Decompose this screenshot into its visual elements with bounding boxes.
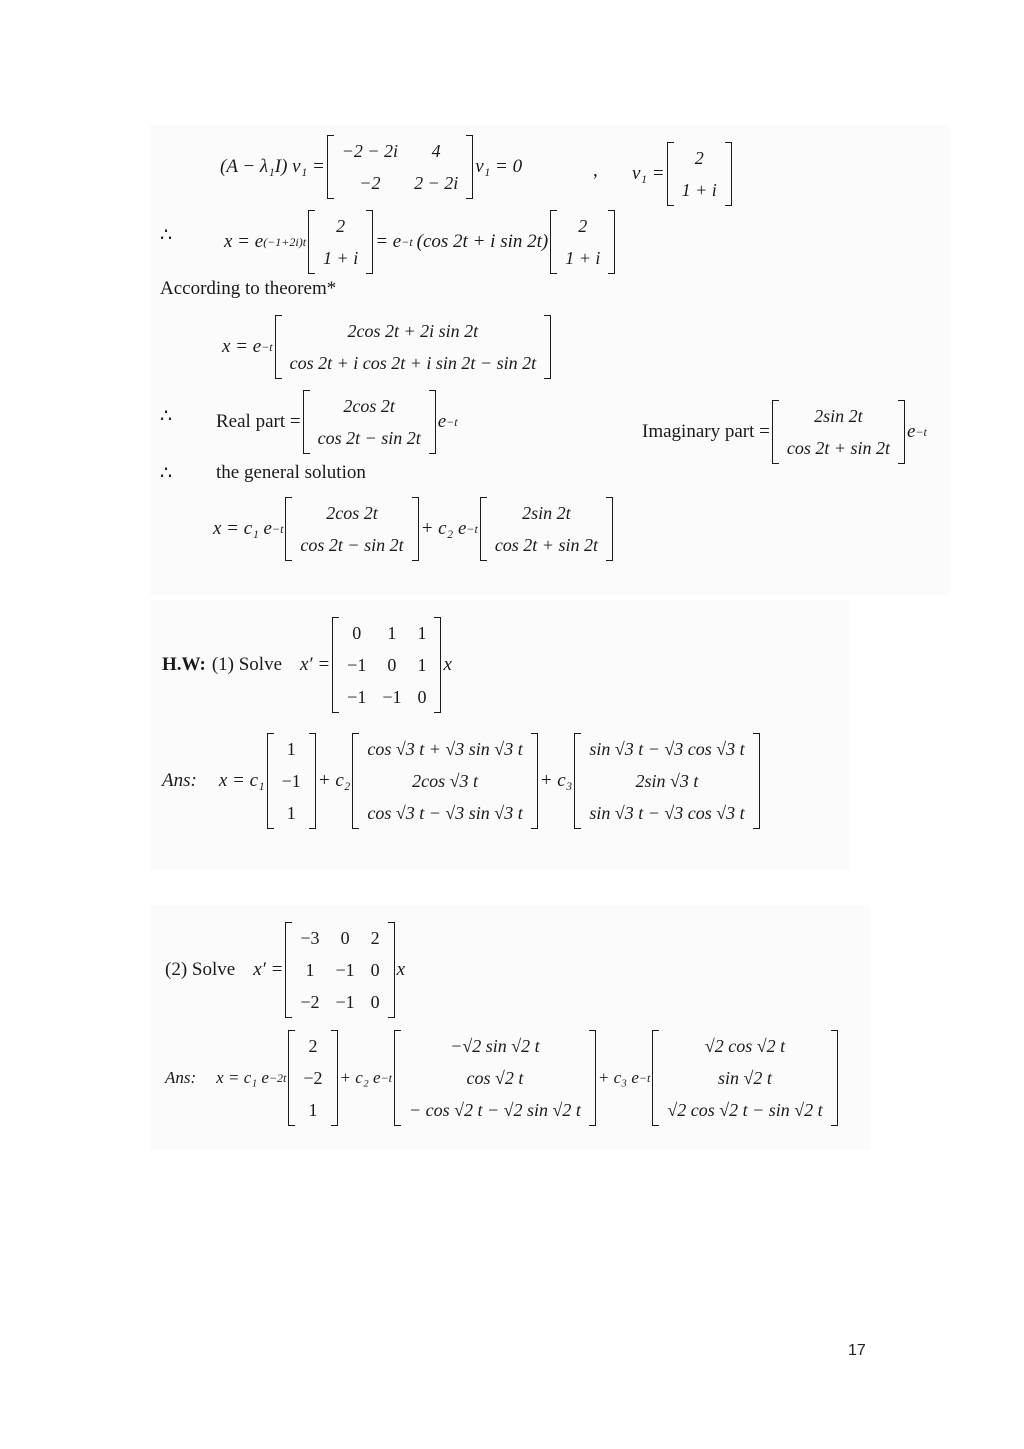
matrix-cell: 0 (370, 992, 380, 1012)
hw2-vector-2 (394, 1030, 596, 1126)
vector-cell: √2 cos √2 t (704, 1036, 786, 1056)
vector-cell: 2 (336, 216, 346, 236)
vector-cell: 1 (308, 1100, 318, 1120)
hw1-text: (1) Solve (211, 654, 282, 675)
vector-cell: cos 2t + i cos 2t + i sin 2t − sin 2t (289, 353, 537, 373)
vector-cell: cos √3 t + √3 sin √3 t (367, 739, 523, 759)
matrix-cell: 1 (305, 960, 315, 980)
gen-vector-2 (480, 497, 613, 561)
vector-cell: 2cos 2t (343, 396, 395, 416)
matrix-cell: −2 (359, 173, 381, 193)
vector-cell: 2sin 2t (522, 503, 571, 523)
hw2-exponent-3: −t (638, 1070, 651, 1085)
matrix-cell: −1 (382, 687, 402, 707)
vector-cell: 1 (286, 803, 296, 823)
matrix-cell: 0 (370, 960, 380, 980)
vector-cell: 2cos 2t + 2i sin 2t (347, 321, 479, 341)
eq-complex-solution (224, 210, 617, 274)
real-exponent: −t (446, 414, 458, 429)
eq-general-solution (213, 497, 615, 561)
hw2-exponent-1: −2t (268, 1070, 287, 1085)
vector-cell: cos √3 t − √3 sin √3 t (367, 803, 523, 823)
matrix-cell: 1 (417, 623, 427, 643)
matrix-cell: 2 − 2i (414, 173, 459, 193)
matrix-cell: 0 (387, 655, 397, 675)
hw1-plus-2: + c₂ (317, 770, 351, 791)
real-vector (303, 390, 436, 454)
matrix-cell: −2 − 2i (341, 141, 399, 161)
gen-exponent-2: −t (466, 521, 478, 536)
vector-cell: 2sin 2t (814, 406, 863, 426)
hw1-matrix (332, 617, 441, 713)
eq1-matrix (327, 135, 473, 199)
x-vector2 (550, 210, 615, 274)
vector-cell: cos 2t + sin 2t (494, 535, 598, 555)
matrix-cell: 1 (387, 623, 397, 643)
vector-cell: sin √3 t − √3 cos √3 t (589, 803, 745, 823)
gen-vector-1 (285, 497, 418, 561)
x-vector (308, 210, 373, 274)
matrix-cell: −2 (300, 992, 320, 1012)
vector-cell: 1 + i (565, 248, 601, 268)
matrix-cell: 1 (417, 655, 427, 675)
x-mid-exponent: −t (401, 234, 413, 249)
matrix-cell: −1 (347, 655, 367, 675)
matrix-cell: 4 (431, 141, 441, 161)
vector-cell: −√2 sin √2 t (450, 1036, 540, 1056)
imag-vector (772, 400, 905, 464)
hw2-exponent-2: −t (380, 1070, 392, 1085)
eq1-lhs: (A − λ₁I) v₁ = (220, 156, 325, 177)
theorem-text: According to theorem* (160, 278, 337, 299)
real-label: Real part = (216, 411, 301, 432)
comma: , (593, 160, 598, 181)
ans-label: Ans: (165, 1068, 197, 1087)
vector-cell: 1 (286, 739, 296, 759)
vector-cell: 2cos √3 t (412, 771, 478, 791)
x2-exponent: −t (261, 339, 273, 354)
v1-vector (667, 142, 732, 206)
hw1-ans-x: x = c₁ (218, 770, 265, 791)
vector-cell: −1 (281, 771, 301, 791)
vector-cell: 2 (578, 216, 588, 236)
vector-cell: 2sin √3 t (635, 771, 699, 791)
gen-plus: + c₂ e (420, 518, 467, 539)
hw1-vector-1 (267, 733, 316, 829)
vector-cell: − cos √2 t − √2 sin √2 t (408, 1100, 581, 1120)
matrix-cell: −1 (347, 687, 367, 707)
hw2-ans-x: x = c₁ e (216, 1068, 269, 1087)
hw-label: H.W: (162, 654, 206, 675)
hw2-answer (165, 1030, 840, 1126)
matrix-cell: −1 (335, 960, 355, 980)
hw2-plus-2: + c₂ e (339, 1068, 381, 1087)
hw2-vector-3 (652, 1030, 837, 1126)
matrix-cell: 0 (417, 687, 427, 707)
vector-cell: −2 (303, 1068, 323, 1088)
hw2-rhs: x (396, 959, 406, 980)
matrix-cell: −1 (335, 992, 355, 1012)
eq1-rhs: v₁ = 0 (475, 156, 523, 177)
hw1-plus-3: + c₃ (539, 770, 573, 791)
hw1-vector-2 (352, 733, 537, 829)
vector-cell: cos 2t − sin 2t (300, 535, 404, 555)
vector-cell: cos √2 t (466, 1068, 524, 1088)
x2-vector (275, 315, 551, 379)
vector-cell: cos 2t + sin 2t (786, 438, 890, 458)
therefore-symbol: ∴ (160, 463, 173, 484)
gen-exponent-1: −t (271, 521, 284, 536)
matrix-cell: 0 (340, 928, 350, 948)
eq-imaginary-part: Imaginary part = 2sin 2t cos 2t + sin 2t e −t (642, 400, 927, 464)
hw1-problem (162, 617, 452, 713)
therefore-symbol: ∴ (160, 406, 173, 427)
hw2-text: (2) Solve (165, 959, 236, 980)
hw1-vector-3 (574, 733, 759, 829)
vector-cell: 2 (694, 148, 704, 168)
eq-real-part: Real part = 2cos 2t cos 2t − sin 2t e −t (216, 390, 458, 454)
hw2-lhs: x′ = (253, 959, 284, 980)
general-solution-text: the general solution (216, 462, 366, 483)
hw2-matrix (285, 922, 394, 1018)
hw1-answer (162, 733, 762, 829)
therefore-symbol: ∴ (160, 225, 173, 246)
vector-cell: cos 2t − sin 2t (317, 428, 421, 448)
vector-cell: sin √2 t (718, 1068, 772, 1088)
vector-cell: √2 cos √2 t − sin √2 t (667, 1100, 823, 1120)
hw2-problem (165, 922, 405, 1018)
eq-eigenvector-system (220, 135, 522, 199)
matrix-cell: 0 (352, 623, 362, 643)
ans-label: Ans: (162, 770, 197, 791)
hw1-rhs: x (443, 654, 452, 675)
gen-x: x = c₁ e (213, 518, 272, 539)
vector-cell: 2cos 2t (326, 503, 378, 523)
imag-label: Imaginary part = (642, 421, 770, 442)
vector-cell: 1 + i (681, 180, 717, 200)
page-number: 17 (848, 1342, 866, 1359)
vector-cell: 1 + i (323, 248, 359, 268)
v1-definition (632, 142, 734, 206)
v1-label: v₁ = (632, 163, 665, 184)
matrix-cell: −3 (300, 928, 320, 948)
hw2-plus-3: + c₃ e (597, 1068, 639, 1087)
eq-expanded-solution (222, 315, 553, 379)
x-eq: x = e (224, 231, 264, 252)
matrix-cell: 2 (370, 928, 380, 948)
x-mid: = e (375, 231, 402, 252)
hw1-lhs: x′ = (300, 654, 331, 675)
x2-lhs: x = e (222, 336, 262, 357)
imag-exponent: −t (915, 424, 927, 439)
hw2-vector-1 (288, 1030, 337, 1126)
x-exponent: (−1+2i)t (263, 234, 307, 249)
vector-cell: 2 (308, 1036, 318, 1056)
x-mid-text: (cos 2t + i sin 2t) (416, 231, 549, 252)
vector-cell: sin √3 t − √3 cos √3 t (589, 739, 745, 759)
